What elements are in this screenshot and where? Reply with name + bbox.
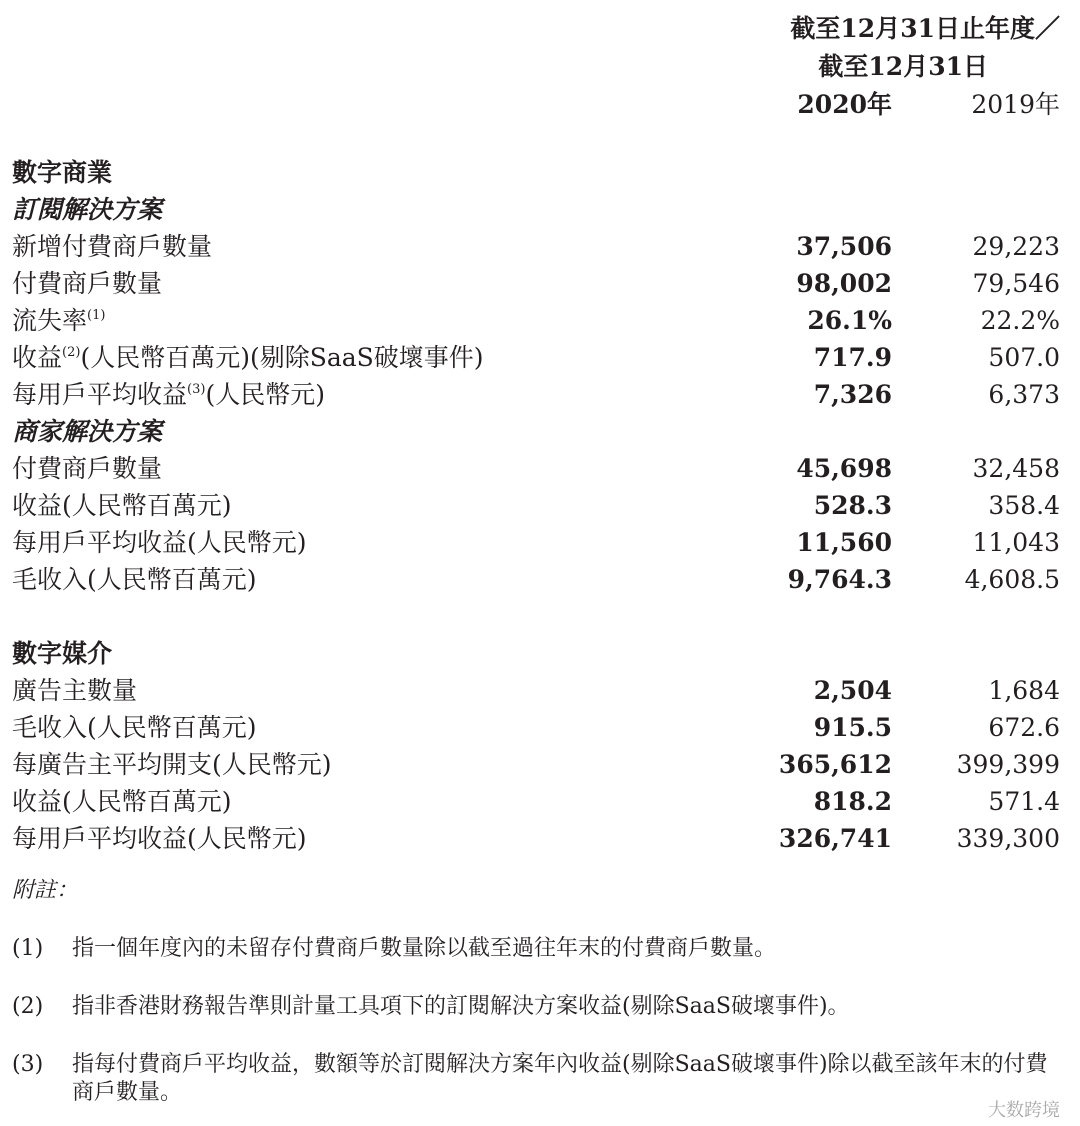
footnote-text: 指非香港財務報告準則計量工具項下的訂閱解決方案收益(剔除SaaS破壞事件)。 [72,994,850,1019]
row-label [12,787,712,817]
table-row [12,561,1060,598]
row-label [12,195,1060,225]
footnote-number: (3) [12,1052,44,1077]
label-text: 毛收入(人民幣百萬元) [12,712,257,742]
footnote-text: 指每付費商戶平均收益，數額等於訂閱解決方案年內收益(剔除SaaS破壞事件)除以截至該年末的付費商戶數量。 [72,1052,1048,1105]
footnote-ref: (3) [187,381,206,397]
table-row [12,746,1060,783]
period-header-line2: 截至12月31日 [818,52,988,81]
footnote-ref: (2) [62,344,81,360]
row-label [12,306,712,336]
value-2019: 6,373 [988,379,1060,409]
value-2020: 365,612 [778,749,892,779]
table-row [12,487,1060,524]
value-2019: 32,458 [972,453,1060,483]
footnote-number: (1) [12,936,44,961]
table-row [12,302,1060,339]
value-2019: 11,043 [972,527,1060,557]
row-label [12,750,712,780]
value-2019: 399,399 [956,749,1060,779]
label-text: 數字商業 [12,157,113,187]
value-2020: 9,764.3 [787,564,892,594]
footnote-number: (2) [12,994,44,1019]
column-header-2019: 2019年 [971,90,1060,119]
row-label [12,158,1060,188]
value-2020: 528.3 [813,490,892,520]
table-row [12,339,1060,376]
row-label [12,343,712,373]
label-text: 訂閱解決方案 [12,194,163,224]
value-2020: 717.9 [813,342,892,372]
section-heading [12,635,1060,672]
value-2020: 818.2 [813,786,892,816]
row-label [12,417,1060,447]
section-heading [12,154,1060,191]
label-text: 毛收入(人民幣百萬元) [12,564,257,594]
period-header-line1: 截至12月31日止年度／ [790,14,1060,43]
column-header-2020: 2020年 [797,90,892,119]
value-2019: 1,684 [988,675,1060,705]
table-row [12,376,1060,413]
notes-title: 附註： [12,878,79,903]
table-row [12,228,1060,265]
label-text: 收益(人民幣百萬元) [12,786,232,816]
label-text: 新增付費商戶數量 [12,231,213,261]
row-label [12,565,712,595]
table-row [12,265,1060,302]
label-text: 每用戶平均收益 [12,379,188,409]
label-text: 每用戶平均收益(人民幣元) [12,527,307,557]
subsection-heading [12,413,1060,450]
label-text: 每用戶平均收益(人民幣元) [12,823,307,853]
label-text: 付費商戶數量 [12,453,163,483]
value-2019: 358.4 [988,490,1060,520]
value-2019: 29,223 [972,231,1060,261]
table-row [12,524,1060,561]
row-label [12,491,712,521]
column-header [12,14,1060,120]
row-label [12,713,712,743]
label-text: 付費商戶數量 [12,268,163,298]
notes [12,877,1060,1107]
row-label [12,232,712,262]
label-text: 每廣告主平均開支(人民幣元) [12,749,332,779]
footnote [12,935,1060,963]
value-2020: 7,326 [813,379,892,409]
value-2019: 4,608.5 [964,564,1060,594]
metrics-table [12,154,1060,857]
label-text: 流失率 [12,305,88,335]
row-label [12,639,1060,669]
label-text: 收益(人民幣百萬元) [12,490,232,520]
value-2019: 571.4 [988,786,1060,816]
footnote [12,993,1060,1021]
footnote-ref: (1) [87,307,106,323]
row-label [12,824,712,854]
value-2019: 507.0 [988,342,1060,372]
footnote [12,1051,1060,1107]
label-text: 商家解決方案 [12,416,163,446]
row-label [12,454,712,484]
table-row [12,820,1060,857]
table-row [12,783,1060,820]
watermark: 大数跨境 [988,1100,1060,1121]
year-headers [12,90,1060,120]
value-2019: 22.2% [980,305,1060,335]
table-row [12,672,1060,709]
footnote-text: 指一個年度內的未留存付費商戶數量除以截至過往年末的付費商戶數量。 [72,936,777,961]
value-2020: 915.5 [813,712,892,742]
table-row [12,709,1060,746]
value-2020: 45,698 [796,453,892,483]
value-2020: 37,506 [796,231,892,261]
subsection-heading [12,191,1060,228]
row-label [12,269,712,299]
label-text: 收益 [12,342,63,372]
label-text: 廣告主數量 [12,675,138,705]
row-label [12,676,712,706]
value-2019: 339,300 [956,823,1060,853]
label-text: 數字媒介 [12,638,113,668]
value-2020: 326,741 [778,823,892,853]
table-row [12,450,1060,487]
row-label [12,380,712,410]
value-2020: 98,002 [796,268,892,298]
value-2019: 672.6 [988,712,1060,742]
value-2020: 2,504 [813,675,892,705]
value-2020: 11,560 [796,527,892,557]
label-unit: (人民幣百萬元)(剔除SaaS破壞事件) [80,342,484,372]
label-unit: (人民幣元) [205,379,325,409]
row-label [12,528,712,558]
value-2020: 26.1% [807,305,892,335]
value-2019: 79,546 [972,268,1060,298]
